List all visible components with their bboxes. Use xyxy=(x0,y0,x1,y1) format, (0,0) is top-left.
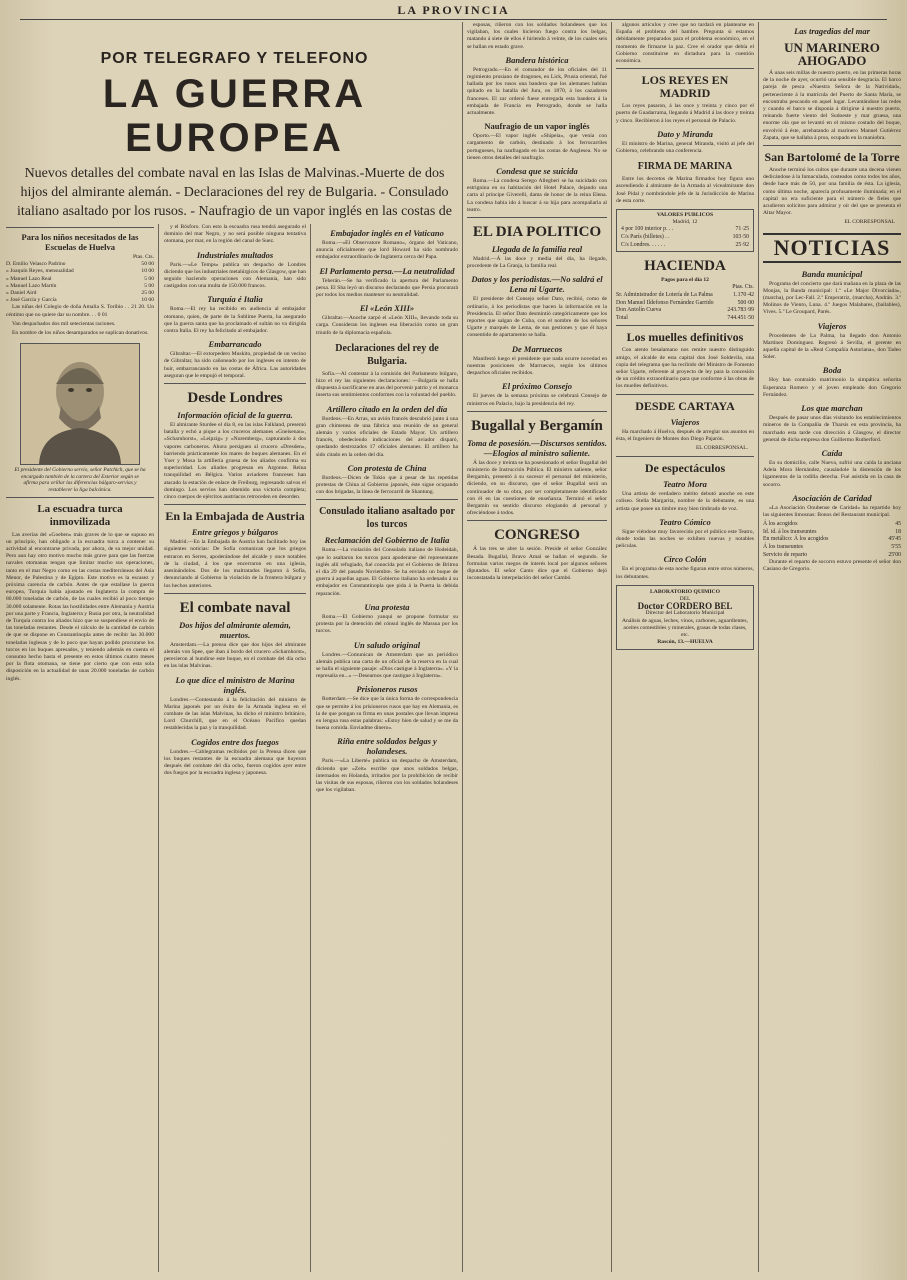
bugallal-heading: Bugallal y Bergamín xyxy=(471,417,603,434)
consejo-heading: El próximo Consejo xyxy=(502,381,572,392)
espectaculos-heading: De espectáculos xyxy=(644,461,726,476)
embajada-heading: En la Embajada de Austria xyxy=(165,509,305,524)
cogidos-heading: Cogidos entre dos fuegos xyxy=(191,736,279,747)
industriales-heading: Industriales multados xyxy=(196,249,274,260)
valores-heading: VALORES PUBLICOS xyxy=(656,212,714,219)
caida-text: En su domicilio, calle Nueva, sufrió una caída la anciana Adela Mora Hernández, causándole la distensión de los ligamentos de la rodilla derecha. Fué asistida en la casa de socorro. xyxy=(763,459,901,488)
rina-heading: Riña entre soldados belgas y holandeses. xyxy=(337,736,437,757)
caridad-heading: Asociación de Caridad xyxy=(792,492,872,503)
row-value: 5 00 xyxy=(144,275,154,282)
escuadra-text: Las averías del «Goeben» más graves de lo que se supuso en un principio, han obligado a la escuadra turca a contener su actividad al encontrarse privada, por ahora, de su mejor unidad. Pero aun hay otro motivo mucho más grave para que las fuerzas navales otomanas tengan que limitar mucho sus operaciones, tanto en el mar Negro como en las costas mediterráneas del Asia Menor, de Palestina y de Egipto. Este motivo es la escasez y próxima carencia de carbón. Antes de que estallase la guerra europea, Turquía había ajustado en Inglaterra la compra de 80.000 toneladas de carbón, de las cuales recibió al poco tiempo 30.000 solamente. Rotas las hostilidades entre Alemania y Austria por una parte y Francia, Inglaterra y Rusia por otra, la neutralidad de Turquía contra los aliados hizo que se suspendiese el envío de las toneladas restantes. Desde el cálculo de la cantidad de carbón de que se dispone en Constantinopla antes de recibir las 30.000 toneladas inglesas y de lo poco que hayan podido procurarse los turcos en los buques apresados, y teniendo además en cuenta el consumo hecho hasta el presente en estos últimos cuatro meses por la flota otomana, se tiene por cierto que con esta sola disposición en la actualidad de unas 20.000 toneladas de carbón inglés. xyxy=(6,531,154,682)
prisioneros-heading: Prisioneros rusos xyxy=(356,684,418,695)
saludo-text: Londres.—Comunican de Amsterdam que un periódico alemán publica una carta de un oficial de la reserva en la cual se halla el siguiente pasaje: «Dios castigue á Inglaterra». «Y la represalia en...» —Desearnos que castigue á Inglaterra». xyxy=(316,651,458,680)
ninos-unit: Ptas. Cts. xyxy=(133,254,154,260)
table-row xyxy=(6,290,154,297)
marinero-heading: UN MARINERO AHOGADO xyxy=(784,40,880,68)
reclamacion-heading: Reclamación del Gobierno de Italia xyxy=(324,535,450,546)
mora-heading: Teatro Mora xyxy=(663,479,707,490)
caridad-text: «La Asociación Onubense de Caridad» ha repartido hoy las siguientes limosnas: Bonos del Restaurant municipal. xyxy=(763,504,901,518)
tragedias-kicker: Las tragedias del mar xyxy=(794,26,870,36)
dato-heading: Dato y Miranda xyxy=(657,128,713,139)
marchan-heading: Los que marchan xyxy=(801,403,863,414)
ministro-heading: Lo que dice el ministro de Marina inglés. xyxy=(175,674,295,695)
viajeros2-heading: Viajeros xyxy=(817,320,847,331)
ad-text: Análisis de aguas, leches, vinos, carbones, aguardientes, aceites comestibles y minerales, grasas de todas clases, etc. xyxy=(622,617,748,639)
row-value: 103·50 xyxy=(732,234,749,241)
col5-intro: algunos artículos y cree que no tardará en plantearse en España el problema del hambre. Pregunta si estamos debidamente preparados para el problema económico, en el momento de firmarse la paz. Cree el orador que debía el Gobierno constituirse en dictadura para la cuestión económica. xyxy=(616,22,754,65)
column-4 xyxy=(467,22,607,1272)
laboratorio-ad xyxy=(616,585,754,651)
combate-heading: El combate naval xyxy=(179,599,291,616)
comico-heading: Teatro Cómico xyxy=(659,516,711,527)
oficial-heading: Información oficial de la guerra. xyxy=(177,410,293,421)
section-kicker: POR TELEGRAFO Y TELEFONO xyxy=(100,50,369,67)
persia-text: Teherán.—Se ha verificado la apertura del Parlamento persa. El Sha leyó un discurso declarando que Persia procurará por todos los medios mantener su neutralidad. xyxy=(316,277,458,299)
row-label: » Joaquín Reyes, mensualidad xyxy=(6,268,74,275)
correspondent-signature: EL CORRESPONSAL. xyxy=(695,445,748,452)
row-value: 10 00 xyxy=(141,268,154,275)
ninos-note2: En nombre de los niños desamparados se suplican donativos. xyxy=(12,330,149,337)
table-row xyxy=(763,521,901,529)
hacienda-total: 744.451·50 xyxy=(727,314,754,321)
masthead: LA PROVINCIA xyxy=(20,3,887,20)
column-rule xyxy=(158,224,159,1272)
column-5 xyxy=(616,22,754,1272)
datos-text: El presidente del Consejo señor Dato, recibió, como de ordinario, á los periodistas que hacen la información en la Presidencia. El señor Dato desmintió categóricamente que los reportes que salgan de Cuba, con el nombre de los señores Ugarte y marqués de Lema, de sus gestiones y que él haya consentido de apartamento se halla. xyxy=(467,296,607,339)
main-headline-block xyxy=(8,22,461,222)
portrait-illustration xyxy=(20,343,140,465)
bandera-heading: Bandera histórica xyxy=(505,54,569,65)
rina-text: París.—«La Liberté» publica un despacho de Amsterdam, diciendo que «Zeit» escribe que unos soldados belgas, internados en Holanda, irritados por la prohibición de recibir las visitas de sus esposas, riñeron con los soldados holandeses que los vigilaban. xyxy=(316,758,458,794)
colon-text: En el programa de esta noche figuran entre otros números, los debutantes. xyxy=(616,566,754,580)
row-label: 4 por 100 interior p. . . xyxy=(621,226,674,233)
column-2 xyxy=(164,224,306,1272)
dato-text: El ministro de Marina, general Miranda, visitó al jefe del Gobierno, celebrando una conferencia. xyxy=(616,140,754,155)
hacienda-unit: Ptas. Cts. xyxy=(732,284,754,291)
bartolome-text: Anoche terminó los cultos que durante una decena vienen dedicándose á la Inmaculada, costeados como todos los años, desde hace más de 50, por una familia de ésta. La iglesia, como última noche, aparecía profusamente iluminada; en el capital no era suficiente para el número de fieles que acudieron solícitos para admirar y oír del que se presenta el Altar Mayor. xyxy=(763,167,901,217)
row-value: 25·92 xyxy=(735,241,749,248)
ad-sub: Director del Laboratorio Municipal xyxy=(645,610,725,617)
table-row xyxy=(763,552,901,560)
protesta-text: Burdeos.—Dicen de Tokio que á pesar de las repetidas protestas de China al Gobierno japonés, éste sigue ocupando con dos brigadas, la línea de ferrocarril de Shantung. xyxy=(316,474,458,496)
saludo-heading: Un saludo original xyxy=(353,639,421,650)
oficial-text: El almirante Sturdee el día 8, en las islas Falkland, presentó batalla y echó a pique a los cruceros alemanes «Gneisenau», «Scharnhorst», «Leipzig» y «Nuremberg», capturando á dos vapores carboneros. Ahora persiguen al crucero «Dresden», barriendo prácticamente los mares de buques alemanes. En el Yser y Mosa la artillería gruesa de los aliados confirma su superioridad. Los aliados progresan en Argonne. Reina tranquilidad en Bélgica. Varios aviadores franceses han atacado la estación de enlace de Freiburg, regresando salvos el domingo. Los servios han obtenido una victoria completa; cinco cuerpos de ejércitos austriacos retroceden en desorden. xyxy=(164,422,306,501)
row-value: 10 00 xyxy=(141,297,154,304)
row-value: 25'00 xyxy=(888,551,901,558)
main-headline: LA GUERRA EUROPEA xyxy=(102,72,367,160)
muelles-heading: Los muelles definitivos xyxy=(626,330,744,345)
ad-title: LABORATORIO QUIMICO xyxy=(650,588,720,595)
colon-heading: Circo Colón xyxy=(663,554,707,565)
col4-intro: esposas, riñeron con los soldados holandeses que los vigilaban, los cuales hicieron fuego contra los belgas, matando á siete de ellos é hiriendo á veinte, de los cuales seis se hallan en estado grave. xyxy=(467,22,607,50)
row-label: D. Emilio Velasco Padrino xyxy=(6,261,66,268)
row-value: 5 00 xyxy=(144,282,154,289)
industriales-text: París.—«Le Temps» publica un despacho de Londres diciendo que los industriales metalúrgicos de Glasgow, que han seguido haciendo operaciones con Alemania, han sido castigados con una multa de 150.000 francos. xyxy=(164,261,306,290)
row-label: » Manuel Lazo Real xyxy=(6,275,52,282)
table-row xyxy=(6,261,154,268)
cartaya-viajeros-text: Ha marchado á Huelva, después de arreglar sus asuntos en ésta, el Ingeniero de Montes don Diego Pajarón. xyxy=(616,428,754,442)
column-1 xyxy=(6,224,154,1272)
col2-intro: y el Bósforo. Con esto la escuadra rusa tendrá asegurado el dominio del mar Negro, y no será posible ninguna tentativa otomana, por mar, en la región del canal de Suez. xyxy=(164,224,306,245)
row-value: 45'45 xyxy=(888,536,901,543)
persia-heading: El Parlamento persa.—La neutralidad xyxy=(319,265,455,276)
londres-heading: Desde Londres xyxy=(187,390,283,407)
condesa-heading: Condesa que se suicida xyxy=(496,166,578,177)
row-value: 25 00 xyxy=(141,290,154,297)
table-row xyxy=(6,297,154,304)
row-label: » Manuel Lazo Martín xyxy=(6,282,57,289)
row-value: 1.170·42 xyxy=(733,292,754,299)
row-label: Id. id. á los transeuntes xyxy=(763,528,817,535)
hacienda-list xyxy=(616,292,754,315)
row-label: Don Antolín Cueva xyxy=(616,307,662,314)
consulado-heading: Consulado italiano asaltado por los turcos xyxy=(319,506,455,531)
row-label: Á los acogidos xyxy=(763,521,798,528)
una-protesta-heading: Una protesta xyxy=(364,601,410,612)
escuadra-title: La escuadra turca inmovilizada xyxy=(37,502,123,528)
congreso-text: Á las tres se abre la sesión. Preside el señor González Besada. Bugallal, Bravo Amal se hallan el segundo. Se formulan varios ruegos de interés local por algunos señores diputados. El señor Canto dice que el Gobierno dejó inconstatada la interpelación del señor Cambó. xyxy=(467,546,607,582)
comico-text: Sigue viéndose muy favorecido por el público este Teatro, donde todas las noches se exhiben nuevas y notables películas. xyxy=(616,528,754,550)
row-label: Don Manuel Ildefonso Fernández Garrido xyxy=(616,299,714,306)
table-row xyxy=(6,276,154,283)
llegada-text: Madrid.—Á las doce y media del día, ha llegado, procedente de La Granja, la familia real. xyxy=(467,256,607,270)
turquia-heading: Turquía é Italia xyxy=(207,294,263,305)
valores-list xyxy=(621,226,749,249)
bandera-text: Petrogrado.—En el comandor de los oficiales del 11 regimiento prusiano de dragones, en Lick, Prusia oriental, fué hallada por los rusos una bandera que los alemanes habían quitado en la batalla del Jura, en 1870, á los cazadores franceses. El zar ordenó fuese entregada esta bandera á la embajada de Francia en Petrogrado, donde se halla actualmente. xyxy=(467,66,607,117)
row-value: 5'55 xyxy=(891,543,901,550)
hacienda-sub: Pagos para el día 12 xyxy=(661,277,709,284)
marruecos-text: Manifestó luego el presidente que nada ocurre novedad en nuestras posiciones de Marruecos, según los últimos despachos oficiales recibidos. xyxy=(467,355,607,377)
marchan-text: Después de pasar unos días visitando los establecimientos mineros de la Compañía de Tharsis en esta provincia, ha marchado esta tarde con dirección á Glasgow, el director general de dicha empresa don Guillermo Rutherford. xyxy=(763,415,901,443)
naufragio-heading: Naufragio de un vapor inglés xyxy=(484,121,590,132)
naufragio-text: Oporto.—El vapor inglés «Shipeia», que venía con cargamento de carbón, destinado á los ferrocarriles portugueses, ha naufragado en las costas de Anglesea. No se tienen otros detalles del naufragio. xyxy=(467,133,607,161)
row-value: 45 xyxy=(895,521,901,528)
embarrancado-text: Gibraltar.—El extorpedero Muskito, propiedad de un vecino de Gibraltar, ha sido cañoneado por los ingleses en intento de huir, embarrancando en las costas de África. Las autoridades aseguran que le empujó el temporal. xyxy=(164,351,306,379)
correspondent-signature: EL CORRESPONSAL xyxy=(844,219,895,226)
row-value: 50 00 xyxy=(141,261,154,268)
hacienda-total-label: Total xyxy=(616,314,628,321)
portrait-caption: El presidente del Gobierno servio, señor Patchich, que se ha encargado también de la cartera del Exterior según se afirma para orillar las diferencias búlgaro-servias y restablecer la liga balcánica. xyxy=(14,467,146,494)
artillero-text: Burdeos.—En Arras, un avión francés descubrió junto á una gran chimenea de una fábrica una reunión de un general alemán y varios oficiales de Estado Mayor. Un artillero francés, obedeciendo indicaciones del aviador disparó, quedando destrozados 17 oficiales alemanes. El artillero ha sido citado en la orden del día. xyxy=(316,415,458,458)
dia-politico-heading: EL DIA POLITICO xyxy=(472,224,602,241)
marruecos-heading: De Marruecos xyxy=(511,343,563,354)
row-label: Sr. Administrador de Lotería de La Palma xyxy=(616,292,713,299)
row-label: C/s París (billetes) . . xyxy=(621,234,670,241)
row-label: » José García y García xyxy=(6,297,57,304)
valores-box xyxy=(616,209,754,252)
row-label: Á los transeuntes xyxy=(763,543,803,550)
toma-text: Á las doce y treinta se ha posesionado el señor Bugallal del ministerio de Instrucción Pública. El ministro saliente, señor Bergamín, presentó á su sucesor el personal del ministerio, diciendo, en su discurso, que el señor Bugallal será un continuador de su obra, por ser completamente identificado con él en las cuestiones de enseñanza. Terminó el señor Bergamín su sentido discurso elogiando al personal y ofreciéndose á todos. xyxy=(467,459,607,517)
bartolome-heading: San Bartolomé de la Torre xyxy=(764,150,900,165)
row-label: » Daniel Aird xyxy=(6,290,37,297)
embajador-heading: Embajador inglés en el Vaticano xyxy=(330,228,444,238)
firma-heading: FIRMA DE MARINA xyxy=(637,161,733,173)
ninos-note: Van despachados dos mil setecientas raciones. xyxy=(12,320,116,327)
hacienda-total-row xyxy=(616,315,754,323)
column-6 xyxy=(763,22,901,1272)
cartaya-heading: DESDE CARTAYA xyxy=(635,398,735,413)
valores-date: Madrid, 12 xyxy=(672,219,698,226)
donor-list xyxy=(6,261,154,304)
leon-heading: El «León XIII» xyxy=(359,303,415,314)
griegos-heading: Entre griegos y búlgaros xyxy=(191,527,279,538)
toma-heading: Toma de posesión.—Discursos sentidos.—Elogios al ministro saliente. xyxy=(467,437,607,458)
hacienda-heading: HACIENDA xyxy=(644,258,726,275)
turquia-text: Roma.—El rey ha recibido en audiencia al embajador otomano, quien, de parte de la Sublime Puerta, ha asegurado que la guerra santa que ha proclamado el sultán no va dirigida contra Italia. El rey ha felicitado al embajador. xyxy=(164,306,306,335)
table-row xyxy=(616,300,754,308)
hijos-heading: Dos hijos del almirante alemán, muertos. xyxy=(179,619,291,640)
column-rule xyxy=(611,22,612,1272)
embarrancado-heading: Embarrancado xyxy=(208,339,262,350)
caridad-list xyxy=(763,521,901,559)
table-row xyxy=(616,292,754,300)
row-value: 500·00 xyxy=(737,299,754,306)
marinero-text: Á unas seis millas de nuestro puerto, en las primeras horas de la noche de ayer, ocurrió una sensible desgracia. El barco pareja de pesca «Nuestra Señora de la Natividad», perteneciente á la matrícula del Puerto de Santa María, se encontraba pescando en aquel lugar. Levantándose las redes y cuando el barco se disponía á dirigirse á nuestro puerto, reinando fuerte viento del Sudoeste y mar gruesa, una enorme ola que se levantó en el mismo costado del buque, envolvió á éste, arrebatando al marinero Manuel Gutiérrez Zapata, que se hallaba á proa, ocupado en la maniobra. xyxy=(763,70,901,141)
rey-heading: Declaraciones del rey de Bulgaria. xyxy=(335,342,439,367)
row-label: Servicio de reparto xyxy=(763,551,808,558)
reyes-heading: LOS REYES EN MADRID xyxy=(641,73,729,101)
viajeros2-text: Procedentes de La Palma, ha llegado don Antonio Martínez Domínguez. Regresó á Sevilla, el gerente en aquella capital de la «Real Compañía Asturiana», don Tadeo Soler. xyxy=(763,332,901,361)
ad-name: Doctor CORDERO BEL xyxy=(637,601,733,612)
ministro-text: Londres.—Contestando á la felicitación del ministro de Marina japonés por un éxito de la Armada inglesa en el combate de las islas Malvinas, ha dicho el ministro británico, Lord Churchill, que en el Océano Pacífico quedan restablecidas la paz y la tranquilidad. xyxy=(164,696,306,732)
una-protesta-text: Roma.—El Gobierno yanqui se propone formular su protesta por la detención del cónsul inglés de Massua por los turcos. xyxy=(316,613,458,635)
ninos-title: Para los niños necesitados de las Escuelas de Huelva xyxy=(21,232,139,252)
table-row xyxy=(621,226,749,234)
firma-text: Entre los decretos de Marina firmados hoy figura uno ascendiendo á almirante de la Armada al vicealmirante don José Pidal y nombrándole jefe de la Jurisdicción de Marina de esta corte. xyxy=(616,176,754,204)
muelles-text: Con atento besalamano nos remite nuestro distinguido amigo, el alcalde de esta capital don José Soldevila, una copia del telegrama que ha recibido del Ministro de Fomento señor Ugarte, referente al proyecto de ley para la concesión de un crédito extraordinario para que conforme á las obras de los muelles definitivos. xyxy=(616,347,754,390)
datos-heading: Datos y los periodistas.—No saldrá el Lena ni Ugarte. xyxy=(471,274,603,295)
caida-heading: Caída xyxy=(821,447,843,458)
column-rule xyxy=(758,22,759,1272)
condesa-text: Roma.—La condesa Serego Allegheri se ha suicidado con estrignina en su habitación del Hotel Palace, dejando una carta al príncipe Giverelli, dama de honor de la reina Elena. La condesa había ido á buscar á su hija para acompañarla al teatro. xyxy=(467,178,607,213)
congreso-heading: CONGRESO xyxy=(494,527,580,544)
table-row xyxy=(6,283,154,290)
ninos-extra: Las niñas del Colegio de doña Amalia S. Toribio . . 21 20. Un céntimo que no quiere dar su nombre. . . 0 01 xyxy=(6,304,154,318)
cartaya-viajeros-heading: Viajeros xyxy=(670,416,700,427)
reclamacion-text: Roma.—La violación del Consulado italiano de Hodeidah, que lo asaltaron los turcos para apoderarse del representante inglés allí refugiado, fué conocida por el Gobierno de Britrea el día 29 del pasado Noviembre. Se ha enviado un buque de guerra á aquellas aguas. El Gobierno italiano ha ordenado á su embajador en Constantinopla que pida á la Puerta la debida reparación. xyxy=(316,547,458,597)
table-row xyxy=(621,234,749,242)
consejo-text: El jueves de la semana próxima se celebrará Consejo de ministros en Palacio, bajo la presidencia del rey. xyxy=(467,393,607,407)
banda-heading: Banda municipal xyxy=(801,268,863,279)
table-row xyxy=(621,242,749,250)
row-label: En metálico: Á los acogidos xyxy=(763,536,829,543)
prisioneros-text: Rotterdam.—Se dice que la única forma de correspondencia que se permite á los prisioneros rusos que hay en Alemania, es la de que pongan su firma en unas postales que llevan impresa en lengua rusa estas palabras: «Estoy bien de salud y se me da buena comida. Enviadme dinero». xyxy=(316,696,458,732)
table-row xyxy=(763,544,901,552)
ad-address: Rascón, 13.—HUELVA xyxy=(657,639,713,646)
row-value: 71·25 xyxy=(735,226,749,233)
leon-text: Gibraltar.—Anoche zarpó el «León XIII», llevando toda su carga. Consideran los ingleses esa liberación como un gran triunfo de la diplomacia española. xyxy=(316,315,458,336)
cogidos-text: Londres.—Cablegramas recibidos por la Prensa dicen que los buques restantes de la escuadra alemana que huyeron después del combate del día ocho, fueron cogidos ayer entre dos fuegos por la escuadra inglesa y japonesa. xyxy=(164,748,306,777)
column-rule xyxy=(462,22,463,1272)
noticias-heading: NOTICIAS xyxy=(763,233,901,263)
griegos-text: Madrid.—En la Embajada de Austria han facilitado hoy las siguientes noticias: De Sofía comunican que los griegos entraron en Serres, apoderándose del alcalde y once notables de la ciudad, á los que encerraron en una iglesia, asesinándolos. Dos de los maltratados llegaron á Sofía, denunciando al Gobierno la violación de la frontera búlgara y los hechos anteriores. xyxy=(164,539,306,589)
mora-text: Una artista de verdadero mérito debutó anoche en este coliseo. Stella Margarita, nombre de la debutante, es una artista que posee un timbre muy bien timbrado de voz. xyxy=(616,491,754,512)
embajador-text: Roma.—«El Observatore Romano», órgano del Vaticano, anuncia oficialmente que lord Howard ha sido nombrado embajador extraordinario de Inglaterra cerca del Papa. xyxy=(316,240,458,261)
artillero-heading: Artillero citado en la orden del día xyxy=(326,403,448,414)
column-rule xyxy=(310,224,311,1272)
hijos-text: Amsterdam.—La prensa dice que dos hijos del almirante alemán von Spee, que iban á bordo del crucero «Scharnhorst», perecieron al hundirse este buque, en el combate del día ocho en las islas Malvinas. xyxy=(164,641,306,670)
caridad-text2: Durante el reparto de socorro estuvo presente el señor don Casiano de Gregorio. xyxy=(763,559,901,573)
column-3 xyxy=(316,224,458,1272)
boda-heading: Boda xyxy=(822,365,842,376)
table-row xyxy=(616,307,754,315)
table-row xyxy=(763,536,901,544)
rey-text: Sofía.—Al contestar á la comisión del Parlamento búlgaro, hizo el rey las siguientes declaraciones: —Bulgaria se halla dispuesta á sacrificarse en aras del porvenir patrio y el monarca inserta sus sentimientos conformes con la voluntad del pueblo. xyxy=(316,370,458,399)
row-value: 18 xyxy=(895,528,901,535)
portrait-icon xyxy=(21,344,139,464)
banda-text: Programa del concierto que dará mañana en la plaza de las Monjas, la Banda municipal: 1.º «Le Major Divorciada», (marcha), por Lec-Fall. 2.º Emperatriz, (marcha), Andrán. 3.º Molinos de Viento, Luna. 4.º Juegos Malabares, (bailables), Vives. 5.º Le Groupard, Parés. xyxy=(763,280,901,316)
boda-text: Hoy han contraído matrimonio la simpática señorita Esperanza Romero y el joven empleado don Gregorio Fernández. xyxy=(763,377,901,398)
protesta-heading: Con protesta de China xyxy=(347,462,427,473)
ad-del: DEL xyxy=(679,596,691,603)
reyes-text: Los reyes pasaron, á las once y treinta y cinco por el puerto de Guadarrama, llegando á Madrid á las doce y treinta y cinco. Recibieron á los reyes el personal de Palacio. xyxy=(616,103,754,124)
row-value: 243.783·99 xyxy=(727,307,754,314)
table-row xyxy=(6,268,154,275)
headline-deck: Nuevos detalles del combate naval en las Islas de Malvinas.-Muerte de dos hijos del almirante alemán. - Declaraciones del rey de Bulgaria. - Consulado italiano asaltado por los rusos. - Naufragio de un vapor inglés en las costas de xyxy=(16,166,453,219)
row-label: C/s Londres. . . . . . xyxy=(621,241,666,248)
llegada-heading: Llegada de la familia real xyxy=(491,244,583,255)
